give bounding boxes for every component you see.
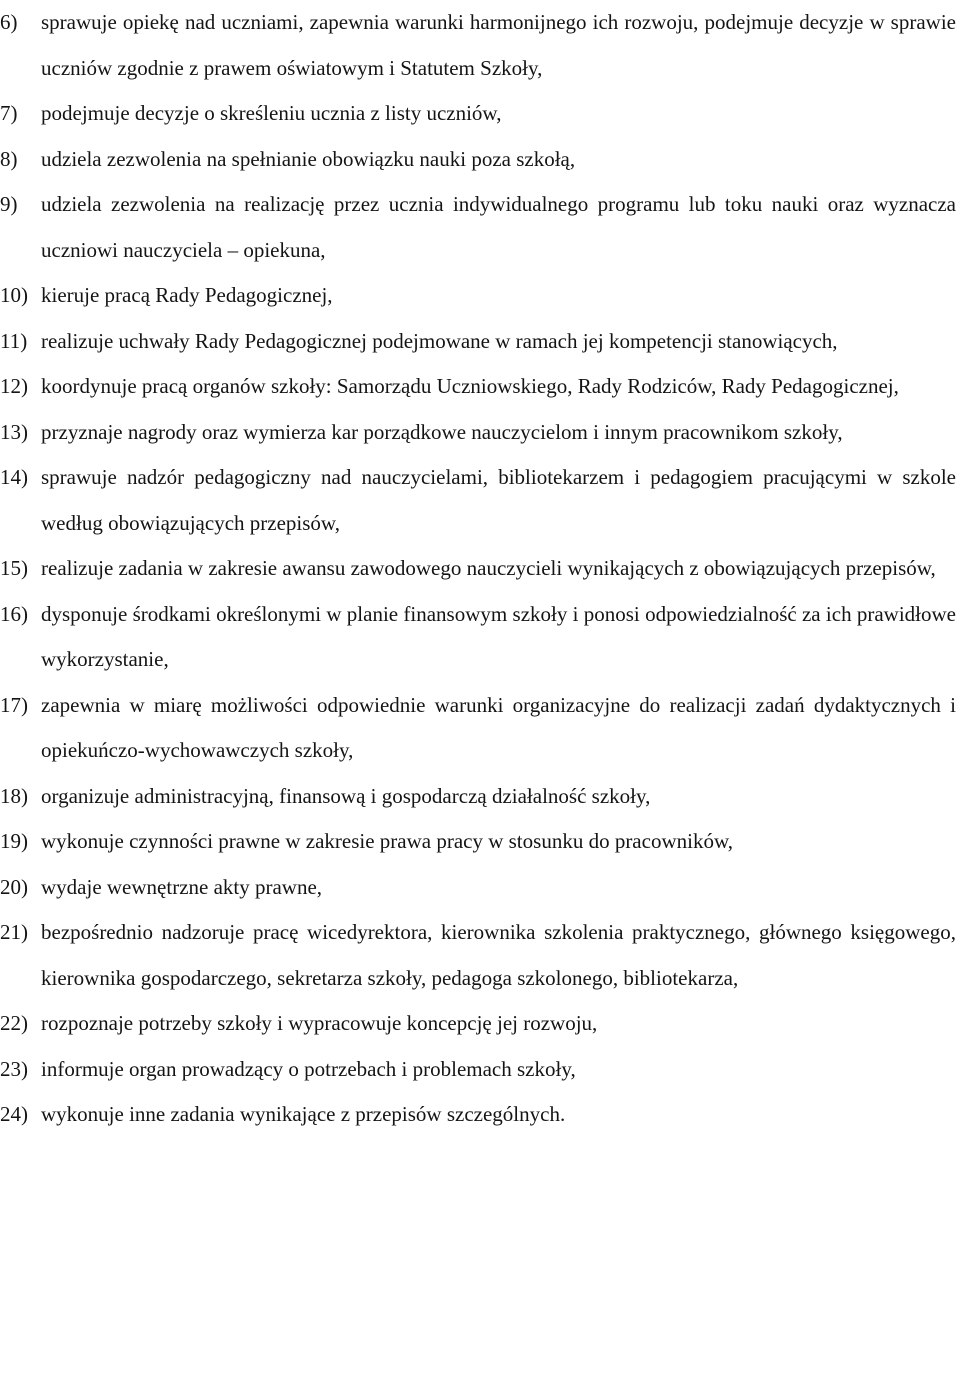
- item-text: udziela zezwolenia na realizację przez ucznia indywidualnego programu lub toku nauki oraz wyznacza uczniowi nauczyciela – opiekuna,: [41, 192, 956, 262]
- item-number: 6): [0, 10, 18, 34]
- item-number: 11): [0, 328, 28, 353]
- item-number: 21): [0, 920, 28, 944]
- list-item: [0, 273, 956, 319]
- item-text: podejmuje decyzje o skreśleniu ucznia z listy uczniów,: [41, 101, 502, 125]
- list-item: [0, 910, 956, 1001]
- list-item: [0, 319, 956, 365]
- item-number: 17): [0, 692, 28, 717]
- list-item: [0, 1047, 956, 1093]
- list-item: [0, 137, 956, 183]
- list-item: [0, 683, 956, 774]
- item-number: 18): [0, 783, 28, 808]
- list-item: [0, 774, 956, 820]
- item-number: 7): [0, 101, 18, 125]
- item-text: bezpośrednio nadzoruje pracę wicedyrektora, kierownika szkolenia praktycznego, głównego księgowego, kierownika gospodarczego, sekretarza szkoły, pedagoga szkolonego, bibliotekarza,: [41, 920, 956, 990]
- item-number: 13): [0, 419, 28, 444]
- item-number: 23): [0, 1056, 28, 1081]
- item-text: kieruje pracą Rady Pedagogicznej,: [41, 283, 333, 307]
- item-text: informuje organ prowadzący o potrzebach i problemach szkoły,: [41, 1056, 576, 1081]
- item-number: 19): [0, 829, 28, 853]
- item-number: 16): [0, 601, 28, 626]
- item-number: 22): [0, 1011, 28, 1035]
- item-text: udziela zezwolenia na spełnianie obowiązku nauki poza szkołą,: [41, 146, 576, 171]
- list-item: [0, 410, 956, 456]
- list-item: [0, 546, 956, 592]
- item-text: koordynuje pracą organów szkoły: Samorządu Uczniowskiego, Rady Rodziców, Rady Pedagogicznej,: [41, 374, 899, 398]
- list-item: [0, 0, 956, 91]
- list-item: [0, 1092, 956, 1138]
- list-item: [0, 364, 956, 410]
- list-item: [0, 819, 956, 865]
- item-number: 10): [0, 283, 28, 307]
- list-item: [0, 865, 956, 911]
- item-number: 8): [0, 146, 18, 171]
- item-number: 20): [0, 874, 28, 899]
- item-text: przyznaje nagrody oraz wymierza kar porządkowe nauczycielom i innym pracownikom szkoły,: [41, 419, 843, 444]
- item-text: rozpoznaje potrzeby szkoły i wypracowuje koncepcję jej rozwoju,: [41, 1011, 598, 1035]
- item-text: wykonuje inne zadania wynikające z przepisów szczególnych.: [41, 1102, 566, 1126]
- list-item: [0, 182, 956, 273]
- item-text: realizuje uchwały Rady Pedagogicznej podejmowane w ramach jej kompetencji stanowiących,: [41, 328, 838, 353]
- item-text: realizuje zadania w zakresie awansu zawodowego nauczycieli wynikających z obowiązujących przepisów,: [41, 556, 936, 580]
- item-number: 14): [0, 465, 28, 489]
- list-item: [0, 592, 956, 683]
- item-text: dysponuje środkami określonymi w planie finansowym szkoły i ponosi odpowiedzialność za ich prawidłowe wykorzystanie,: [41, 601, 956, 671]
- list-item: [0, 91, 956, 137]
- item-number: 24): [0, 1102, 28, 1126]
- item-text: wykonuje czynności prawne w zakresie prawa pracy w stosunku do pracowników,: [41, 829, 734, 853]
- item-number: 12): [0, 374, 28, 398]
- list-item: [0, 455, 956, 546]
- item-text: sprawuje nadzór pedagogiczny nad nauczycielami, bibliotekarzem i pedagogiem pracującymi w szkole według obowiązujących przepisów,: [41, 465, 956, 535]
- item-number: 15): [0, 556, 28, 580]
- item-text: sprawuje opiekę nad uczniami, zapewnia warunki harmonijnego ich rozwoju, podejmuje decyzje w sprawie uczniów zgodnie z prawem oświatowym i Statutem Szkoły,: [41, 10, 956, 80]
- item-number: 9): [0, 192, 18, 216]
- item-text: wydaje wewnętrzne akty prawne,: [41, 874, 323, 899]
- item-text: organizuje administracyjną, finansową i gospodarczą działalność szkoły,: [41, 783, 651, 808]
- list-item: [0, 1001, 956, 1047]
- item-text: zapewnia w miarę możliwości odpowiednie warunki organizacyjne do realizacji zadań dydaktycznych i opiekuńczo-wychowawczych szkoły,: [41, 692, 956, 762]
